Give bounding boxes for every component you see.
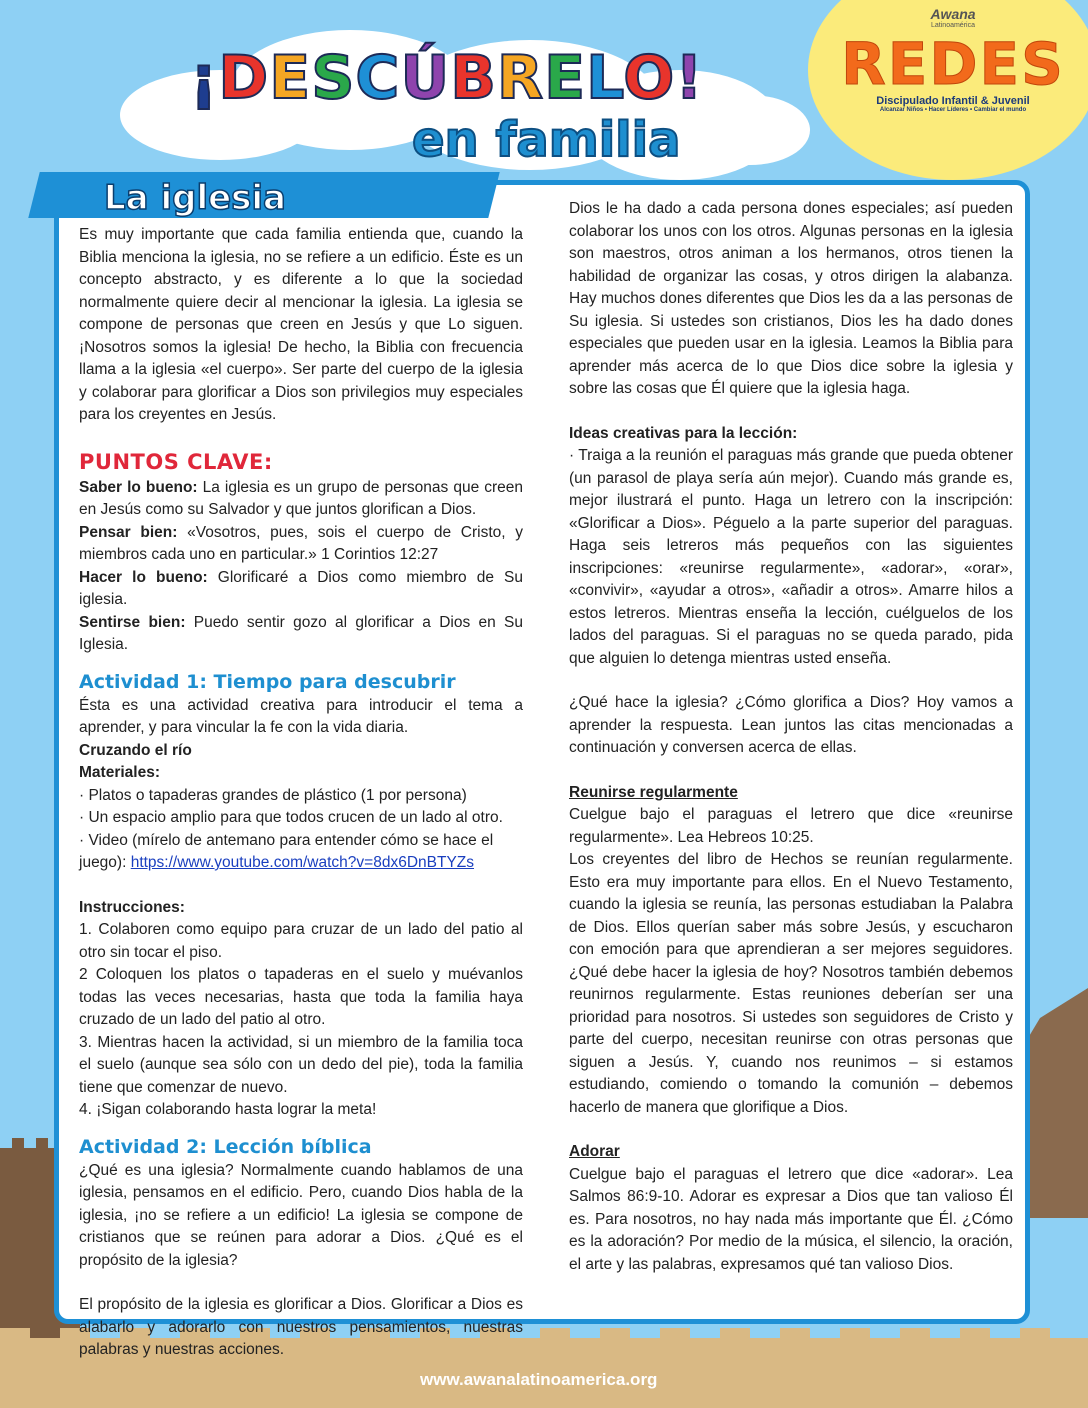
title-letter: Ú [400,43,451,113]
key-point-label: Sentirse bien: [79,613,186,631]
title-letter: L [586,43,624,113]
instruction-step: 1. Colaboren como equipo para cruzar de un lado del patio al otro sin tocar el piso. [79,921,523,961]
reunirse-paragraph: Los creyentes del libro de Hechos se reunían regularmente. Esto era muy importante para ellos. En el Nuevo Testamento, cuando la iglesia se reunía, las personas estudiaban la Palabra de Dios. Ellos querían saber más sobre Jesús, y escucharon con emoción para que aprendieran a ser mejores seguidores. ¿Qué debe hacer la iglesia de hoy? Nosotros también debemos reunirnos regularmente. Estas reuniones deberían ser una prioridad para nosotros. Si ustedes son seguidores de Cristo y parte del cuerpo, necesitan reunirse con otras personas que siguen a Jesús. Y, cuando nos reunimos – si estamos estudiando, comiendo o tomando la comunión – debemos hacerlo de manera que glorifique a Dios. [569,851,1013,1116]
section-title: La iglesia [104,178,286,218]
redes-logo: REDES [841,30,1065,98]
question-paragraph: ¿Qué hace la iglesia? ¿Cómo glorifica a Dios? Hoy vamos a aprender la respuesta. Lean juntos las citas mencionadas a continuación y conversen acerca de ellas. [569,694,1013,756]
activity1-intro: Ésta es una actividad creativa para introducir el tema a aprender, y para vincular la fe con la vida diaria. [79,696,523,736]
right-column [569,198,1013,1276]
instruction-step: 2 Coloquen los platos o tapaderas en el suelo y muévanlos todas las veces necesarias, hasta que toda la familia haya cruzado de un lado del patio al otro. [79,966,523,1028]
awana-logo-sub: Latinoamérica [931,22,975,29]
instructions-label: Instrucciones: [79,898,185,916]
key-point-label: Pensar bien: [79,523,178,541]
ideas-paragraph: · Traiga a la reunión el paraguas más grande que pueda obtener (un parasol de playa sería aún mejor). Cuando más grande es, mejor ilustrará el punto. Haga un letrero con la inscripción: «Glorificar a Dios». Péguelo a la parte superior del paraguas. Haga seis letreros más pequeños con las siguientes inscripciones: «reunirse regularmente», «adorar», «orar», «convivir», «ayudar a otros», «añadir a otros». Amarre hilos a estos letreros. Mientras enseña la lección, cuélguelos de los lados del paraguas. Si el paraguas no se queda parado, pida que alguien lo detenga mientras usted enseña. [569,447,1013,667]
title-letter: O [623,43,676,113]
title-letter: ¡ [190,43,219,113]
redes-tagline: Discipulado Infantil & Juvenil [876,95,1030,107]
title-letter: E [269,43,312,113]
adorar-heading: Adorar [569,1143,620,1160]
materials-item: · Un espacio amplio para que todos crucen de un lado al otro. [79,809,503,826]
key-points-heading: PUNTOS CLAVE: [79,449,273,474]
intro-paragraph: Es muy importante que cada familia entienda que, cuando la Biblia menciona la iglesia, no se refiere a un edificio. Éste es un concepto abstracto, y es diferente a lo que la sociedad normalmente quiere decir al mencionar la iglesia. La iglesia se compone de personas que creen en Jesús y que Lo siguen. ¡Nosotros somos la iglesia! De hecho, la Biblia con frecuencia llama a la iglesia «el cuerpo». Ser parte del cuerpo de la iglesia y colaborar para glorificar a Dios son privilegios muy especiales para los creyentes en Jesús. [79,226,523,423]
materials-label: Materiales: [79,764,160,781]
ideas-label: Ideas creativas para la lección: [569,424,798,442]
redes-tagline-sub: Alcanzar Niños • Hacer Líderes • Cambiar el mundo [879,107,1027,113]
instruction-step: 3. Mientras hacen la actividad, si un miembro de la familia toca el suelo (aunque sea sólo con un dedo del pie), toda la familia tiene que comenzar de nuevo. [79,1033,523,1096]
key-point-label: Saber lo bueno: [79,478,198,496]
activity2-paragraph: ¿Qué es una iglesia? Normalmente cuando hablamos de una iglesia, pensamos en el edificio. Pero, cuando Dios habla de la iglesia, ¡no se refiere a un edificio! La iglesia se compone de cristianos que se reúnen para adorar a Dios. ¿Qué es el propósito de la iglesia? [79,1161,523,1269]
title-letter: R [496,43,545,113]
adorar-paragraph: Cuelgue bajo el paraguas el letrero que dice «adorar». Lea Salmos 86:9-10. Adorar es expresar a Dios que tan valioso Él es. Para nosotros, no hay nada más importante que Él. ¿Cómo es la adoración? Por medio de la música, el silencio, la oración, el arte y las palabras, expresamos qué tan valioso Dios. [569,1165,1013,1273]
footer-url[interactable]: www.awanalatinoamerica.org [420,1370,658,1389]
title-letter: S [311,43,356,113]
reunirse-paragraph: Cuelgue bajo el paraguas el letrero que dice «reunirse regularmente». Lea Hebreos 10:25. [569,806,1013,846]
title-letter: B [450,43,497,113]
materials-item [79,830,523,875]
game-title: Cruzando el río [79,741,192,759]
key-point [79,567,523,612]
title-letter: C [355,43,401,113]
key-point [79,612,523,657]
awana-logo: Awana [930,6,976,22]
key-point [79,522,523,567]
key-point-text: Glorificaré a Dios como miembro de Su iglesia. [79,568,523,608]
activity2-paragraph: El propósito de la iglesia es glorificar a Dios. Glorificar a Dios es alabarlo y adorarlo con nuestros pensamientos, nuestras palabras y nuestras acciones. [79,1296,523,1358]
key-point [79,477,523,522]
brand-title [190,43,704,113]
materials-item: · Platos o tapaderas grandes de plástico (1 por persona) [79,786,467,804]
cloud [690,95,810,165]
title-letter: D [218,43,270,113]
gifts-paragraph: Dios le ha dado a cada persona dones especiales; así pueden colaborar los unos con los otros. Algunas personas en la iglesia son maestros, otros animan a los hermanos, otros tienen la habilidad de organizar las cosas, y otros dirigen la alabanza. Hay muchos dones diferentes que Dios les da a las personas de Su iglesia. Si ustedes son cristianos, Dios les ha dado dones especiales que pueden usar en la iglesia. Leamos la Biblia para aprender más acerca de lo que Dios dice sobre la iglesia y sobre las cosas que Él quiere que la iglesia haga. [569,200,1013,397]
redes-logo-badge [808,0,1088,180]
title-letter: ! [675,43,704,113]
key-point-label: Hacer lo bueno: [79,568,208,586]
brand-subtitle: en familia [412,112,681,168]
reunirse-heading: Reunirse regularmente [569,783,738,801]
instruction-step: 4. ¡Sigan colaborando hasta lograr la meta! [79,1101,377,1118]
activity1-heading: Actividad 1: Tiempo para descubrir [79,670,456,693]
title-letter: E [544,43,587,113]
left-column [79,224,523,1362]
activity2-heading: Actividad 2: Lección bíblica [79,1135,372,1158]
key-point-text: Puedo sentir gozo al glorificar a Dios en Su Iglesia. [79,613,523,653]
video-link[interactable]: https://www.youtube.com/watch?v=8dx6DnBTYZs [130,854,475,871]
key-point-text: «Vosotros, pues, sois el cuerpo de Cristo, y miembros cada uno en particular.» 1 Corintios 12:27 [79,523,524,563]
video-text: · Video (mírelo de antemano para entender cómo se hace el juego): [79,831,494,871]
key-point-text: La iglesia es un grupo de personas que creen en Jesús como su Salvador y que juntos glorifican a Dios. [79,478,523,518]
